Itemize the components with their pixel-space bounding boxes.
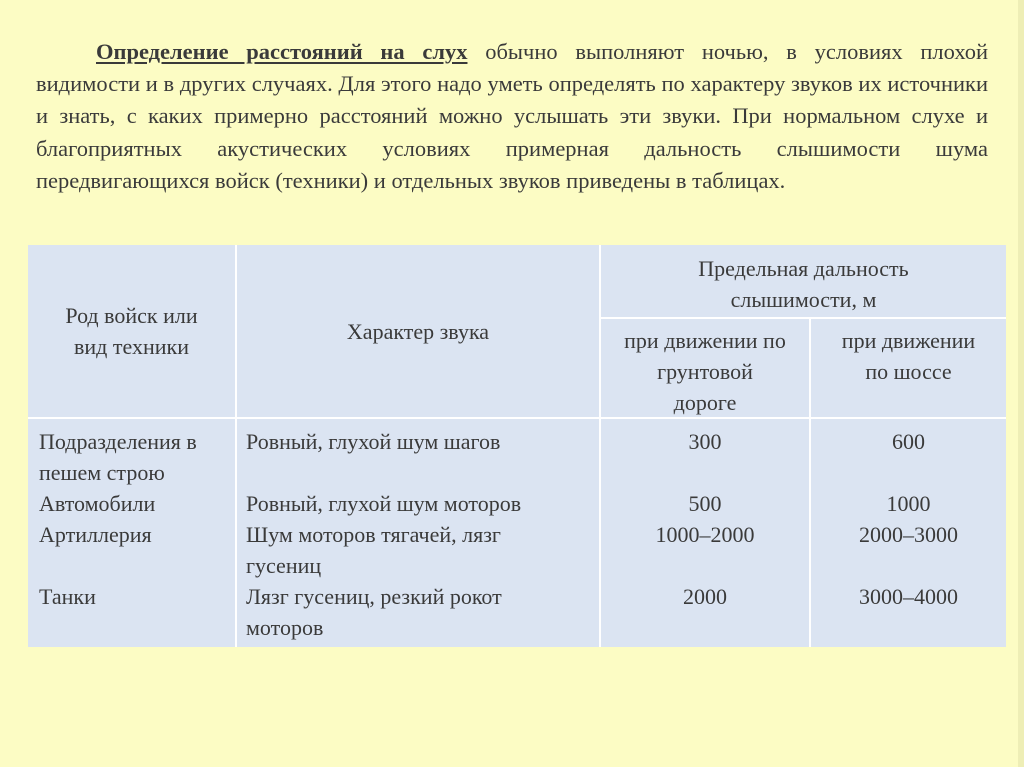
- dirt-road-value: 2000: [683, 584, 727, 609]
- sound-line: [246, 457, 599, 488]
- sound-line: моторов: [246, 615, 324, 640]
- body-troop-type: [28, 419, 235, 647]
- highway-value: 600: [892, 429, 925, 454]
- header-sound-character: [237, 245, 599, 417]
- highway-value: 2000–3000: [859, 522, 958, 547]
- troop-type-line: Подразделения в: [39, 429, 197, 454]
- dirt-road-value: 500: [688, 491, 722, 516]
- intro-text: обычно выполняют ночью, в условиях плохой видимости и в других случаях. Для этого надо уметь определять по характеру звуков их источники и знать, с каких примерно расстояний можно услышать эти звуки. При нормальном слухе и благоприятных акустических условиях примерная дальность слышимости шума передвигающихся войск (техники) и отдельных звуков приведены в таблицах.: [36, 39, 988, 193]
- header-troop-type-line: Род войск или: [65, 303, 198, 328]
- intro-lead: Определение расстояний на слух: [96, 39, 468, 64]
- header-sound-character-label: Характер звука: [346, 318, 490, 344]
- range-table: [28, 245, 1006, 647]
- header-troop-type: [28, 245, 235, 417]
- header-max-range-line: Предельная дальность: [698, 256, 909, 281]
- dirt-road-value: [601, 457, 809, 488]
- header-dirt-road-line: дороге: [673, 390, 737, 415]
- intro-paragraph: [36, 36, 988, 197]
- header-highway-line: по шоссе: [865, 359, 952, 384]
- body-sound-character: [237, 419, 599, 647]
- header-troop-type-line: вид техники: [74, 334, 189, 359]
- highway-value: 1000: [886, 491, 931, 516]
- sound-line: гусениц: [246, 553, 322, 578]
- dirt-road-value: 1000–2000: [655, 522, 755, 547]
- header-highway: [811, 319, 1006, 417]
- body-highway-range: [811, 419, 1006, 647]
- header-dirt-road-line: грунтовой: [657, 359, 753, 384]
- troop-type-line: Танки: [39, 584, 96, 609]
- header-highway-line: при движении: [841, 328, 976, 353]
- header-max-range-line: слышимости, м: [730, 287, 877, 312]
- header-max-range: [601, 245, 1006, 317]
- dirt-road-value: 300: [688, 429, 722, 454]
- troop-type-line: Автомобили: [39, 491, 156, 516]
- troop-type-line: пешем строю: [39, 460, 165, 485]
- header-dirt-road: [601, 319, 809, 417]
- sound-line: Шум моторов тягачей, лязг: [246, 522, 501, 547]
- sound-line: Лязг гусениц, резкий рокот: [246, 584, 502, 609]
- highway-value: [811, 550, 1006, 581]
- dirt-road-value: [601, 550, 809, 581]
- highway-value: 3000–4000: [859, 584, 958, 609]
- header-dirt-road-line: при движении по: [624, 328, 786, 353]
- body-dirt-road-range: [601, 419, 809, 647]
- troop-type-line: Артиллерия: [39, 522, 152, 547]
- sound-line: Ровный, глухой шум моторов: [246, 491, 522, 516]
- troop-type-line: [39, 550, 235, 581]
- sound-line: Ровный, глухой шум шагов: [246, 429, 501, 454]
- highway-value: [811, 457, 1006, 488]
